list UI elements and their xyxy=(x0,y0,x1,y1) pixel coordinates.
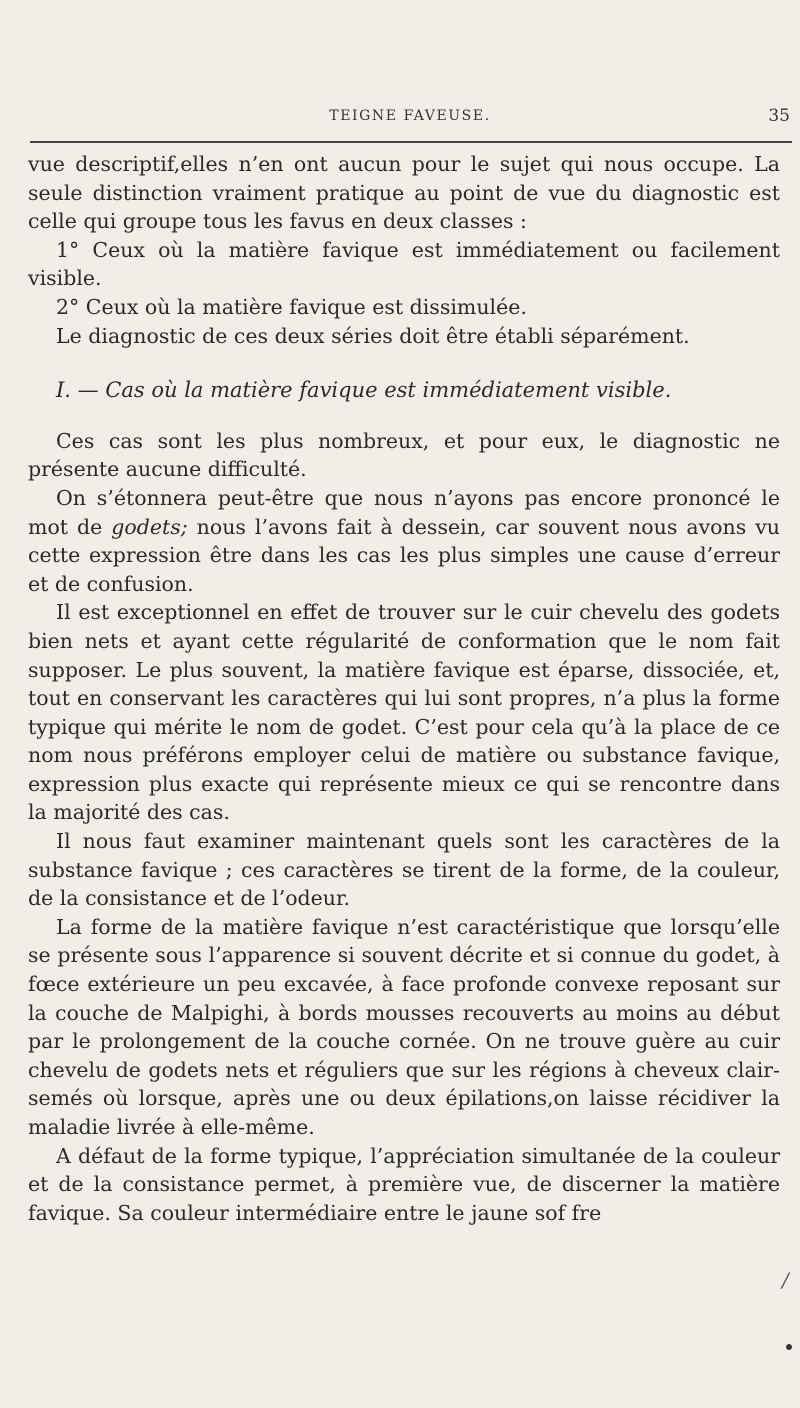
running-head xyxy=(30,106,790,130)
paragraph-exceptional: Il est exceptionnel en effet de trouver sur le cuir chevelu des godets bien nets et ayant cette régularité de conformation que le nom fait supposer. Le plus souvent, la matière favique est éparse, dissociée, et, tout en conservant les caractères qui lui sont propres, n’a plus la forme typique qui mérite le nom de godet. C’est pour cela qu’à la place de ce nom nous préférons employer celui de matière ou substance favique, expression plus exacte qui représente mieux ce qui se rencontre dans la majorité des cas. xyxy=(28,600,780,825)
text-run: nous l’avons fait à dessein, car souvent nous avons vu cette expression être dans les cas les plus simples une cause d’erreur et de confusion. xyxy=(28,514,780,596)
paragraph-continuation: vue descriptif,elles n’en ont aucun pour le sujet qui nous occupe. La seule distinction vraiment pratique au point de vue du diagnostic est celle qui groupe tous les favus en deux classes : xyxy=(28,152,780,234)
margin-mark: / xyxy=(782,1268,789,1292)
paragraph-color: A défaut de la forme typique, l’appréciation simultanée de la couleur et de la consistance permet, à première vue, de discerner la matière favique. Sa couleur intermédiaire entre le jaune sof fre xyxy=(28,1143,780,1225)
paragraph-diagnostic: Le diagnostic de ces deux séries doit être établi séparément. xyxy=(56,323,690,348)
section-heading: I. — Cas où la matière favique est immédiatement visible. xyxy=(56,378,672,403)
paragraph-characters: Il nous faut examiner maintenant quels sont les caractères de la substance favique ; ces caractères se tirent de la forme, de la couleur, de la consistance et de l’odeur. xyxy=(28,829,780,911)
italic-term: godets; xyxy=(111,514,188,539)
running-title: TEIGNE FAVEUSE. xyxy=(329,108,491,124)
header-rule xyxy=(30,141,792,143)
page-number: 35 xyxy=(768,106,790,126)
text-run: On s’étonnera peut-être que nous n’ayons pas encore prononcé le mot de xyxy=(28,485,780,539)
paragraph-godets xyxy=(28,484,780,598)
body-text xyxy=(28,150,780,1227)
paragraph-cases: Ces cas sont les plus nombreux, et pour eux, le diagnostic ne présente aucune difficulté. xyxy=(28,428,780,482)
paragraph-form: La forme de la matière favique n’est caractéristique que lorsqu’elle se présente sous l’apparence si souvent décrite et si connue du godet, à fœce extérieure un peu excavée, à face profonde convexe reposant sur la couche de Malpighi, à bords mousses recouverts au moins au début par le prolongement de la couche cornée. On ne trouve guère au cuir chevelu de godets nets et réguliers que sur les régions à cheveux clair-semés où lorsque, après une ou deux épilations,on laisse récidiver la maladie livrée à elle-même. xyxy=(28,914,780,1139)
list-item-hidden: 2° Ceux où la matière favique est dissimulée. xyxy=(56,294,527,319)
list-item-visible: 1° Ceux où la matière favique est immédiatement ou facilement visible. xyxy=(28,237,780,291)
margin-dot xyxy=(786,1344,792,1350)
